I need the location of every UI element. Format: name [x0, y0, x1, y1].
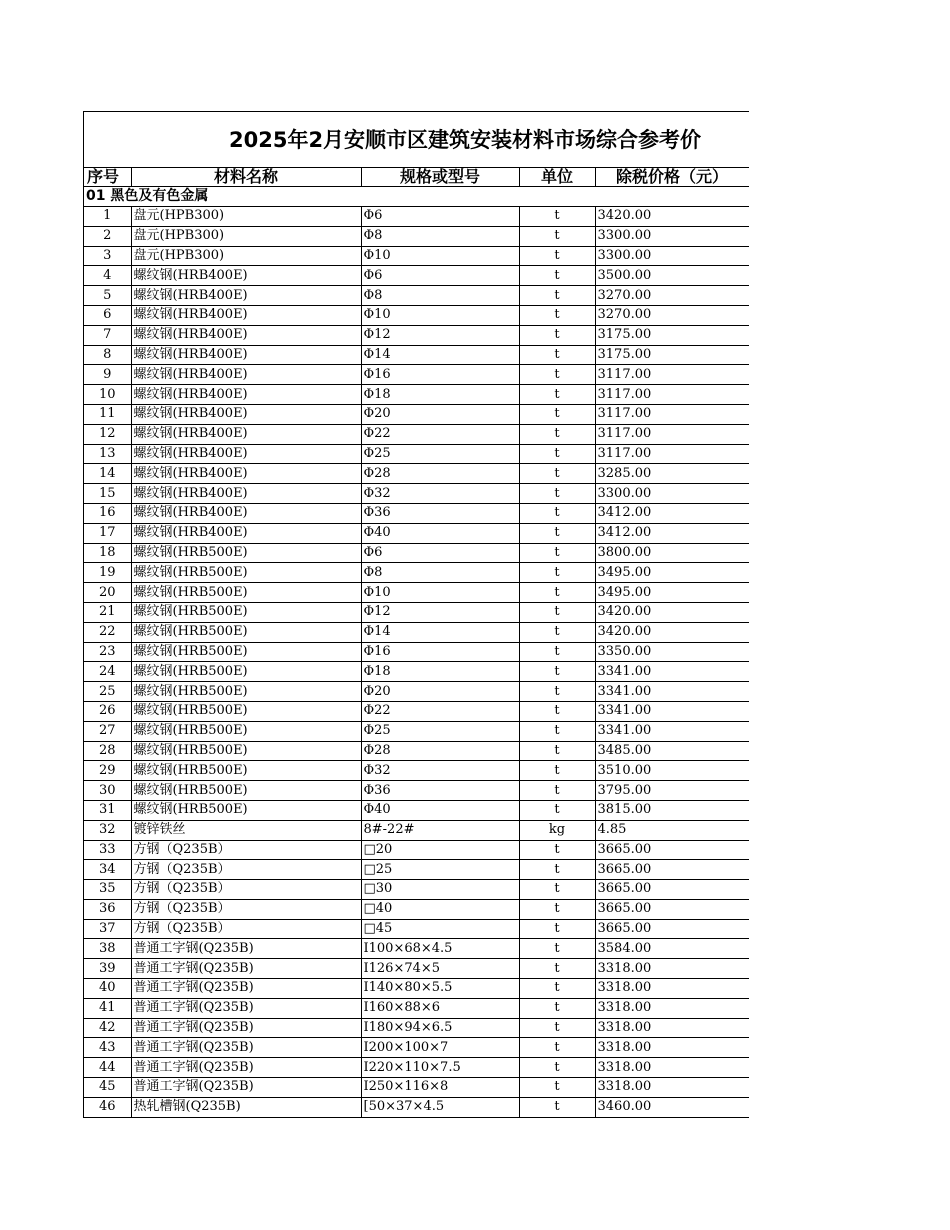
table-row	[84, 246, 749, 266]
row-index-cell[interactable]: 28	[84, 741, 131, 761]
table-row	[84, 800, 749, 820]
unit-cell[interactable]: t	[519, 286, 595, 306]
table-row	[84, 444, 749, 464]
spec-cell[interactable]: Φ8	[361, 563, 519, 583]
price-cell[interactable]: 3412.00	[595, 503, 749, 523]
spec-cell[interactable]: Φ6	[361, 207, 519, 227]
material-name-cell[interactable]: 方钢（Q235B）	[131, 899, 361, 919]
material-name-cell[interactable]: 螺纹钢(HRB500E)	[131, 682, 361, 702]
header-material-name[interactable]: 材料名称	[131, 168, 361, 187]
spec-cell[interactable]: I220×110×7.5	[361, 1058, 519, 1078]
row-index-cell[interactable]: 14	[84, 464, 131, 484]
table-row	[84, 761, 749, 781]
row-index-cell[interactable]: 2	[84, 226, 131, 246]
material-name-cell[interactable]: 普通工字钢(Q235B)	[131, 939, 361, 959]
price-cell[interactable]: 3510.00	[595, 761, 749, 781]
price-cell[interactable]: 3175.00	[595, 325, 749, 345]
table-row	[84, 226, 749, 246]
price-cell[interactable]: 3420.00	[595, 602, 749, 622]
unit-cell[interactable]: t	[519, 642, 595, 662]
table-row	[84, 682, 749, 702]
table-row	[84, 1018, 749, 1038]
row-index-cell[interactable]: 26	[84, 701, 131, 721]
material-name-cell[interactable]: 螺纹钢(HRB500E)	[131, 701, 361, 721]
row-index-cell[interactable]: 10	[84, 385, 131, 405]
row-index-cell[interactable]: 17	[84, 523, 131, 543]
price-cell[interactable]: 3318.00	[595, 959, 749, 979]
material-name-cell[interactable]: 螺纹钢(HRB500E)	[131, 543, 361, 563]
table-row	[84, 404, 749, 424]
unit-cell[interactable]: t	[519, 899, 595, 919]
row-index-cell[interactable]: 9	[84, 365, 131, 385]
spec-cell[interactable]: I100×68×4.5	[361, 939, 519, 959]
spec-cell[interactable]: Φ10	[361, 583, 519, 603]
unit-cell[interactable]: t	[519, 781, 595, 801]
material-name-cell[interactable]: 螺纹钢(HRB500E)	[131, 721, 361, 741]
row-index-cell[interactable]: 13	[84, 444, 131, 464]
spec-cell[interactable]: □20	[361, 840, 519, 860]
price-cell[interactable]: 3300.00	[595, 226, 749, 246]
unit-cell[interactable]: t	[519, 365, 595, 385]
price-cell[interactable]: 4.85	[595, 820, 749, 840]
material-name-cell[interactable]: 螺纹钢(HRB400E)	[131, 266, 361, 286]
spec-cell[interactable]: Φ36	[361, 781, 519, 801]
material-name-cell[interactable]: 方钢（Q235B）	[131, 919, 361, 939]
category-row	[84, 187, 749, 207]
spec-cell[interactable]: Φ16	[361, 642, 519, 662]
material-name-cell[interactable]: 普通工字钢(Q235B)	[131, 979, 361, 999]
price-cell[interactable]: 3795.00	[595, 781, 749, 801]
material-name-cell[interactable]: 螺纹钢(HRB400E)	[131, 286, 361, 306]
unit-cell[interactable]: t	[519, 919, 595, 939]
table-row	[84, 305, 749, 325]
spec-cell[interactable]: I160×88×6	[361, 998, 519, 1018]
spec-cell[interactable]: Φ40	[361, 800, 519, 820]
row-index-cell[interactable]: 46	[84, 1097, 131, 1117]
price-cell[interactable]: 3495.00	[595, 563, 749, 583]
row-index-cell[interactable]: 42	[84, 1018, 131, 1038]
material-name-cell[interactable]: 螺纹钢(HRB400E)	[131, 345, 361, 365]
spec-cell[interactable]: □30	[361, 880, 519, 900]
unit-cell[interactable]: t	[519, 1058, 595, 1078]
spec-cell[interactable]: Φ10	[361, 305, 519, 325]
table-row	[84, 622, 749, 642]
header-index[interactable]: 序号	[84, 168, 131, 187]
table-row	[84, 325, 749, 345]
spec-cell[interactable]: □25	[361, 860, 519, 880]
table-row	[84, 207, 749, 227]
price-cell[interactable]: 3495.00	[595, 583, 749, 603]
price-cell[interactable]: 3584.00	[595, 939, 749, 959]
unit-cell[interactable]: t	[519, 682, 595, 702]
price-cell[interactable]: 3300.00	[595, 246, 749, 266]
spec-cell[interactable]: Φ12	[361, 325, 519, 345]
header-price[interactable]: 除税价格（元）	[595, 168, 749, 187]
row-index-cell[interactable]: 23	[84, 642, 131, 662]
row-index-cell[interactable]: 36	[84, 899, 131, 919]
material-name-cell[interactable]: 盘元(HPB300)	[131, 246, 361, 266]
row-index-cell[interactable]: 30	[84, 781, 131, 801]
row-index-cell[interactable]: 44	[84, 1058, 131, 1078]
table-row	[84, 820, 749, 840]
unit-cell[interactable]: t	[519, 464, 595, 484]
row-index-cell[interactable]: 20	[84, 583, 131, 603]
unit-cell[interactable]: t	[519, 563, 595, 583]
material-name-cell[interactable]: 螺纹钢(HRB500E)	[131, 781, 361, 801]
price-cell[interactable]: 3815.00	[595, 800, 749, 820]
row-index-cell[interactable]: 39	[84, 959, 131, 979]
unit-cell[interactable]: t	[519, 880, 595, 900]
row-index-cell[interactable]: 25	[84, 682, 131, 702]
material-name-cell[interactable]: 普通工字钢(Q235B)	[131, 1038, 361, 1058]
table-row	[84, 484, 749, 504]
unit-cell[interactable]: t	[519, 305, 595, 325]
material-name-cell[interactable]: 螺纹钢(HRB400E)	[131, 523, 361, 543]
material-name-cell[interactable]: 镀锌铁丝	[131, 820, 361, 840]
spec-cell[interactable]: □40	[361, 899, 519, 919]
spec-cell[interactable]: Φ25	[361, 721, 519, 741]
price-cell[interactable]: 3117.00	[595, 404, 749, 424]
table-row	[84, 365, 749, 385]
price-cell[interactable]: 3665.00	[595, 880, 749, 900]
table-row	[84, 979, 749, 999]
price-cell[interactable]: 3117.00	[595, 385, 749, 405]
row-index-cell[interactable]: 45	[84, 1078, 131, 1098]
material-name-cell[interactable]: 盘元(HPB300)	[131, 207, 361, 227]
spec-cell[interactable]: Φ14	[361, 622, 519, 642]
spec-cell[interactable]: Φ32	[361, 484, 519, 504]
spec-cell[interactable]: I200×100×7	[361, 1038, 519, 1058]
material-name-cell[interactable]: 螺纹钢(HRB400E)	[131, 305, 361, 325]
spec-cell[interactable]: Φ20	[361, 404, 519, 424]
material-name-cell[interactable]: 普通工字钢(Q235B)	[131, 1078, 361, 1098]
row-index-cell[interactable]: 16	[84, 503, 131, 523]
header-spec[interactable]: 规格或型号	[361, 168, 519, 187]
table-row	[84, 899, 749, 919]
material-name-cell[interactable]: 螺纹钢(HRB400E)	[131, 385, 361, 405]
table-row	[84, 602, 749, 622]
price-cell[interactable]: 3665.00	[595, 860, 749, 880]
price-cell[interactable]: 3500.00	[595, 266, 749, 286]
table-row	[84, 642, 749, 662]
price-cell[interactable]: 3485.00	[595, 741, 749, 761]
table-row	[84, 543, 749, 563]
unit-cell[interactable]: t	[519, 1038, 595, 1058]
material-name-cell[interactable]: 螺纹钢(HRB400E)	[131, 404, 361, 424]
spec-cell[interactable]: 8#-22#	[361, 820, 519, 840]
unit-cell[interactable]: t	[519, 622, 595, 642]
table-row	[84, 721, 749, 741]
spec-cell[interactable]: Φ22	[361, 701, 519, 721]
row-index-cell[interactable]: 8	[84, 345, 131, 365]
price-cell[interactable]: 3117.00	[595, 444, 749, 464]
unit-cell[interactable]: t	[519, 959, 595, 979]
table-row	[84, 424, 749, 444]
unit-cell[interactable]: t	[519, 840, 595, 860]
row-index-cell[interactable]: 35	[84, 880, 131, 900]
material-name-cell[interactable]: 螺纹钢(HRB500E)	[131, 741, 361, 761]
row-index-cell[interactable]: 22	[84, 622, 131, 642]
unit-cell[interactable]: t	[519, 543, 595, 563]
row-index-cell[interactable]: 12	[84, 424, 131, 444]
row-index-cell[interactable]: 15	[84, 484, 131, 504]
spec-cell[interactable]: Φ8	[361, 226, 519, 246]
table-row	[84, 1078, 749, 1098]
price-cell[interactable]: 3300.00	[595, 484, 749, 504]
material-name-cell[interactable]: 螺纹钢(HRB500E)	[131, 642, 361, 662]
table-row	[84, 840, 749, 860]
price-cell[interactable]: 3117.00	[595, 365, 749, 385]
unit-cell[interactable]: t	[519, 741, 595, 761]
material-name-cell[interactable]: 盘元(HPB300)	[131, 226, 361, 246]
unit-cell[interactable]: t	[519, 1078, 595, 1098]
table-row	[84, 662, 749, 682]
sheet-title: 2025年2月安顺市区建筑安装材料市场综合参考价	[84, 112, 749, 168]
row-index-cell[interactable]: 38	[84, 939, 131, 959]
row-index-cell[interactable]: 32	[84, 820, 131, 840]
spec-cell[interactable]: Φ18	[361, 385, 519, 405]
spec-cell[interactable]: I250×116×8	[361, 1078, 519, 1098]
row-index-cell[interactable]: 37	[84, 919, 131, 939]
row-index-cell[interactable]: 41	[84, 998, 131, 1018]
unit-cell[interactable]: t	[519, 325, 595, 345]
category-label[interactable]: 01 黑色及有色金属	[84, 187, 749, 207]
price-cell[interactable]: 3341.00	[595, 662, 749, 682]
spec-cell[interactable]: Φ28	[361, 464, 519, 484]
price-cell[interactable]: 3420.00	[595, 207, 749, 227]
table-row	[84, 880, 749, 900]
spec-cell[interactable]: [50×37×4.5	[361, 1097, 519, 1117]
material-name-cell[interactable]: 普通工字钢(Q235B)	[131, 998, 361, 1018]
table-row	[84, 523, 749, 543]
table-row	[84, 741, 749, 761]
table-row	[84, 919, 749, 939]
table-row	[84, 563, 749, 583]
material-name-cell[interactable]: 螺纹钢(HRB500E)	[131, 563, 361, 583]
table-row	[84, 939, 749, 959]
unit-cell[interactable]: t	[519, 444, 595, 464]
spec-cell[interactable]: Φ6	[361, 266, 519, 286]
material-name-cell[interactable]: 方钢（Q235B）	[131, 840, 361, 860]
price-cell[interactable]: 3341.00	[595, 721, 749, 741]
row-index-cell[interactable]: 11	[84, 404, 131, 424]
table-row	[84, 1097, 749, 1117]
spec-cell[interactable]: Φ8	[361, 286, 519, 306]
spreadsheet	[83, 111, 749, 1118]
spec-cell[interactable]: Φ28	[361, 741, 519, 761]
unit-cell[interactable]: t	[519, 1097, 595, 1117]
unit-cell[interactable]: t	[519, 583, 595, 603]
spec-cell[interactable]: I126×74×5	[361, 959, 519, 979]
table-row	[84, 998, 749, 1018]
material-name-cell[interactable]: 螺纹钢(HRB400E)	[131, 424, 361, 444]
price-table	[84, 168, 749, 1118]
row-index-cell[interactable]: 40	[84, 979, 131, 999]
material-name-cell[interactable]: 普通工字钢(Q235B)	[131, 959, 361, 979]
row-index-cell[interactable]: 6	[84, 305, 131, 325]
row-index-cell[interactable]: 43	[84, 1038, 131, 1058]
unit-cell[interactable]: t	[519, 246, 595, 266]
unit-cell[interactable]: t	[519, 226, 595, 246]
table-row	[84, 1038, 749, 1058]
price-cell[interactable]: 3412.00	[595, 523, 749, 543]
material-name-cell[interactable]: 螺纹钢(HRB500E)	[131, 800, 361, 820]
price-cell[interactable]: 3318.00	[595, 998, 749, 1018]
price-cell[interactable]: 3318.00	[595, 1038, 749, 1058]
material-name-cell[interactable]: 热轧槽钢(Q235B)	[131, 1097, 361, 1117]
table-row	[84, 1058, 749, 1078]
price-cell[interactable]: 3800.00	[595, 543, 749, 563]
material-name-cell[interactable]: 螺纹钢(HRB400E)	[131, 365, 361, 385]
unit-cell[interactable]: t	[519, 385, 595, 405]
price-cell[interactable]: 3318.00	[595, 1058, 749, 1078]
price-cell[interactable]: 3270.00	[595, 305, 749, 325]
unit-cell[interactable]: t	[519, 345, 595, 365]
unit-cell[interactable]: t	[519, 424, 595, 444]
unit-cell[interactable]: t	[519, 860, 595, 880]
material-name-cell[interactable]: 方钢（Q235B）	[131, 880, 361, 900]
row-index-cell[interactable]: 18	[84, 543, 131, 563]
spec-cell[interactable]: Φ36	[361, 503, 519, 523]
table-row	[84, 385, 749, 405]
material-name-cell[interactable]: 螺纹钢(HRB500E)	[131, 583, 361, 603]
price-cell[interactable]: 3318.00	[595, 1018, 749, 1038]
unit-cell[interactable]: t	[519, 721, 595, 741]
unit-cell[interactable]: t	[519, 523, 595, 543]
material-name-cell[interactable]: 螺纹钢(HRB500E)	[131, 662, 361, 682]
material-name-cell[interactable]: 方钢（Q235B）	[131, 860, 361, 880]
unit-cell[interactable]: t	[519, 1018, 595, 1038]
table-row	[84, 464, 749, 484]
unit-cell[interactable]: kg	[519, 820, 595, 840]
unit-cell[interactable]: t	[519, 939, 595, 959]
price-cell[interactable]: 3270.00	[595, 286, 749, 306]
material-name-cell[interactable]: 螺纹钢(HRB400E)	[131, 444, 361, 464]
table-row	[84, 345, 749, 365]
price-cell[interactable]: 3350.00	[595, 642, 749, 662]
unit-cell[interactable]: t	[519, 979, 595, 999]
unit-cell[interactable]: t	[519, 484, 595, 504]
table-row	[84, 701, 749, 721]
unit-cell[interactable]: t	[519, 701, 595, 721]
spec-cell[interactable]: Φ32	[361, 761, 519, 781]
unit-cell[interactable]: t	[519, 602, 595, 622]
spec-cell[interactable]: I180×94×6.5	[361, 1018, 519, 1038]
row-index-cell[interactable]: 27	[84, 721, 131, 741]
material-name-cell[interactable]: 螺纹钢(HRB400E)	[131, 325, 361, 345]
spec-cell[interactable]: I140×80×5.5	[361, 979, 519, 999]
material-name-cell[interactable]: 螺纹钢(HRB400E)	[131, 464, 361, 484]
unit-cell[interactable]: t	[519, 404, 595, 424]
spec-cell[interactable]: Φ6	[361, 543, 519, 563]
price-cell[interactable]: 3285.00	[595, 464, 749, 484]
price-cell[interactable]: 3318.00	[595, 979, 749, 999]
table-row	[84, 860, 749, 880]
header-row	[84, 168, 749, 187]
unit-cell[interactable]: t	[519, 662, 595, 682]
spec-cell[interactable]: Φ10	[361, 246, 519, 266]
unit-cell[interactable]: t	[519, 800, 595, 820]
material-name-cell[interactable]: 螺纹钢(HRB500E)	[131, 761, 361, 781]
table-row	[84, 959, 749, 979]
spec-cell[interactable]: Φ18	[361, 662, 519, 682]
row-index-cell[interactable]: 4	[84, 266, 131, 286]
price-cell[interactable]: 3175.00	[595, 345, 749, 365]
row-index-cell[interactable]: 19	[84, 563, 131, 583]
material-name-cell[interactable]: 螺纹钢(HRB400E)	[131, 503, 361, 523]
unit-cell[interactable]: t	[519, 503, 595, 523]
unit-cell[interactable]: t	[519, 998, 595, 1018]
price-cell[interactable]: 3117.00	[595, 424, 749, 444]
spec-cell[interactable]: Φ12	[361, 602, 519, 622]
material-name-cell[interactable]: 螺纹钢(HRB500E)	[131, 602, 361, 622]
spec-cell[interactable]: Φ25	[361, 444, 519, 464]
row-index-cell[interactable]: 31	[84, 800, 131, 820]
unit-cell[interactable]: t	[519, 266, 595, 286]
spec-cell[interactable]: Φ16	[361, 365, 519, 385]
spec-cell[interactable]: □45	[361, 919, 519, 939]
unit-cell[interactable]: t	[519, 207, 595, 227]
spec-cell[interactable]: Φ22	[361, 424, 519, 444]
price-cell[interactable]: 3665.00	[595, 840, 749, 860]
price-cell[interactable]: 3420.00	[595, 622, 749, 642]
row-index-cell[interactable]: 33	[84, 840, 131, 860]
table-row	[84, 503, 749, 523]
row-index-cell[interactable]: 3	[84, 246, 131, 266]
price-cell[interactable]: 3341.00	[595, 701, 749, 721]
spec-cell[interactable]: Φ40	[361, 523, 519, 543]
spec-cell[interactable]: Φ14	[361, 345, 519, 365]
material-name-cell[interactable]: 螺纹钢(HRB400E)	[131, 484, 361, 504]
row-index-cell[interactable]: 34	[84, 860, 131, 880]
price-cell[interactable]: 3341.00	[595, 682, 749, 702]
row-index-cell[interactable]: 29	[84, 761, 131, 781]
spec-cell[interactable]: Φ20	[361, 682, 519, 702]
table-row	[84, 583, 749, 603]
header-unit[interactable]: 单位	[519, 168, 595, 187]
row-index-cell[interactable]: 7	[84, 325, 131, 345]
price-cell[interactable]: 3460.00	[595, 1097, 749, 1117]
price-cell[interactable]: 3318.00	[595, 1078, 749, 1098]
price-cell[interactable]: 3665.00	[595, 899, 749, 919]
table-row	[84, 286, 749, 306]
row-index-cell[interactable]: 24	[84, 662, 131, 682]
row-index-cell[interactable]: 21	[84, 602, 131, 622]
row-index-cell[interactable]: 5	[84, 286, 131, 306]
material-name-cell[interactable]: 螺纹钢(HRB500E)	[131, 622, 361, 642]
table-row	[84, 781, 749, 801]
table-row	[84, 266, 749, 286]
price-cell[interactable]: 3665.00	[595, 919, 749, 939]
unit-cell[interactable]: t	[519, 761, 595, 781]
row-index-cell[interactable]: 1	[84, 207, 131, 227]
material-name-cell[interactable]: 普通工字钢(Q235B)	[131, 1018, 361, 1038]
material-name-cell[interactable]: 普通工字钢(Q235B)	[131, 1058, 361, 1078]
